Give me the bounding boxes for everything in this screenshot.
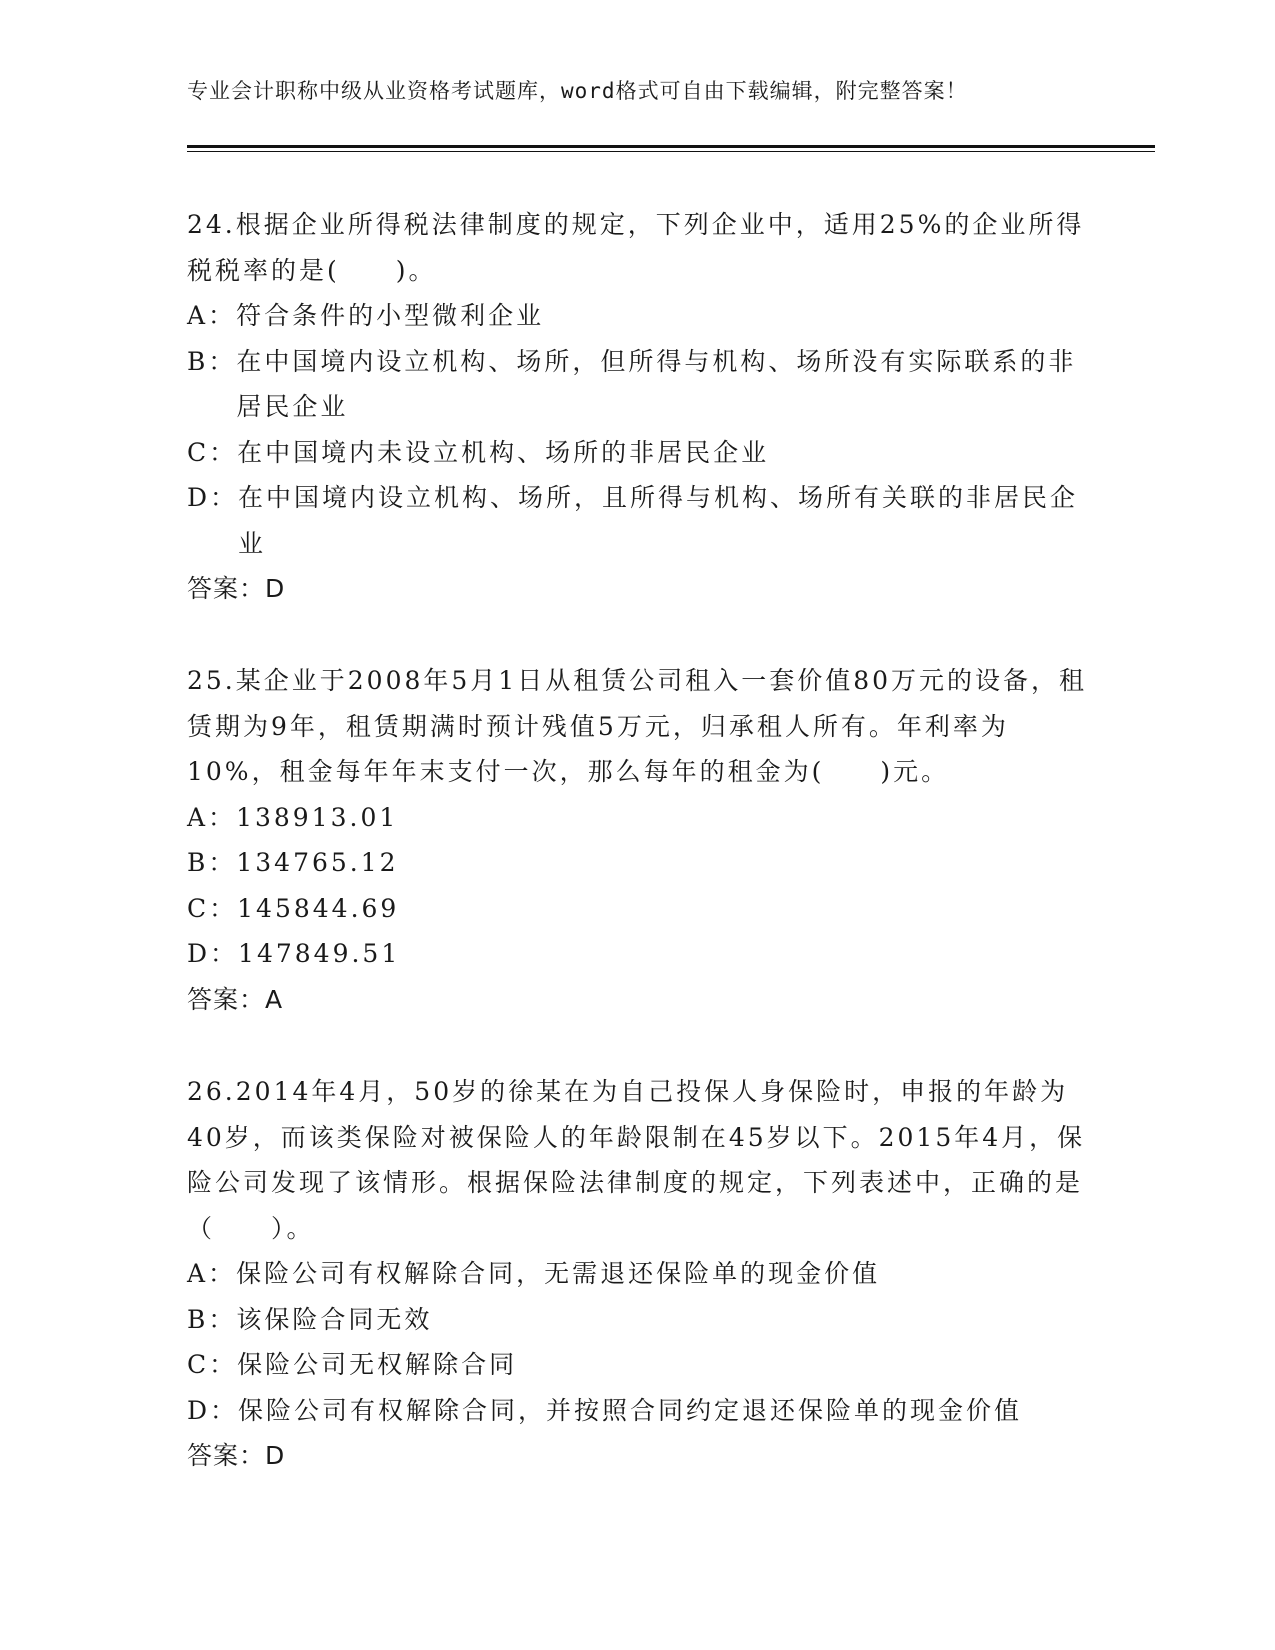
option-key: B：: [187, 346, 237, 376]
option-key: C：: [187, 893, 238, 923]
question-stem: 25.某企业于2008年5月1日从租赁公司租入一套价值80万元的设备，租赁期为9年，租赁期满时预计残值5万元，归承租人所有。年利率为10%，租金每年年末支付一次，那么每年的租金为( )元。: [187, 666, 1088, 786]
option-text: 符合条件的小型微利企业: [236, 301, 545, 330]
option-a: [187, 1251, 1087, 1297]
question-25: [187, 658, 1087, 1022]
option-key: D：: [187, 939, 239, 968]
question-stem: 24.根据企业所得税法律制度的规定，下列企业中，适用25%的企业所得税税率的是( )。: [187, 210, 1085, 285]
option-d: [187, 931, 1087, 977]
option-text: 134765.12: [236, 848, 399, 877]
option-text: 保险公司有权解除合同，并按照合同约定退还保险单的现金价值: [238, 1395, 1023, 1425]
option-text: 在中国境内设立机构、场所，且所得与机构、场所有关联的非居民企业: [238, 483, 1079, 558]
answer-line: 答案：D: [187, 574, 286, 603]
option-b: [187, 840, 1087, 886]
option-text: 保险公司有权解除合同，无需退还保险单的现金价值: [236, 1259, 881, 1288]
option-text: 在中国境内未设立机构、场所的非居民企业: [237, 437, 770, 467]
header-divider-thin: [187, 151, 1155, 152]
option-c: [187, 886, 1087, 932]
page-header: 专业会计职称中级从业资格考试题库，word格式可自由下载编辑，附完整答案！: [187, 79, 968, 103]
option-d: [187, 475, 1087, 566]
question-stem: 26.2014年4月，50岁的徐某在为自己投保人身保险时，申报的年龄为40岁，而该类保险对被保险人的年龄限制在45岁以下。2015年4月，保险公司发现了该情形。根据保险法律制度的规定，下列表述中，正确的是（ ）。: [187, 1077, 1086, 1243]
option-text: 保险公司无权解除合同: [237, 1350, 518, 1379]
option-key: C：: [187, 437, 238, 467]
answer-line: 答案：A: [187, 984, 284, 1014]
option-b: [187, 339, 1087, 430]
option-key: B：: [187, 1304, 237, 1334]
option-text: 在中国境内设立机构、场所，但所得与机构、场所没有实际联系的非居民企业: [236, 346, 1077, 421]
option-key: A：: [187, 301, 237, 330]
option-b: [187, 1297, 1087, 1343]
option-c: [187, 1342, 1087, 1388]
option-key: B：: [187, 848, 237, 877]
option-text: 145844.69: [237, 893, 400, 923]
option-key: D：: [187, 483, 239, 512]
question-24: [187, 202, 1087, 612]
option-text: 该保险合同无效: [236, 1304, 433, 1334]
option-key: A：: [187, 802, 237, 832]
option-c: [187, 430, 1087, 476]
option-d: [187, 1388, 1087, 1434]
option-key: C：: [187, 1350, 238, 1379]
option-text: 138913.01: [236, 802, 399, 832]
option-key: A：: [187, 1259, 237, 1288]
option-a: [187, 795, 1087, 841]
question-26: [187, 1069, 1087, 1479]
option-a: [187, 293, 1087, 339]
answer-line: 答案：D: [187, 1441, 286, 1470]
option-key: D：: [187, 1395, 239, 1425]
header-divider-thick: [187, 145, 1155, 148]
option-text: 147849.51: [238, 939, 401, 968]
